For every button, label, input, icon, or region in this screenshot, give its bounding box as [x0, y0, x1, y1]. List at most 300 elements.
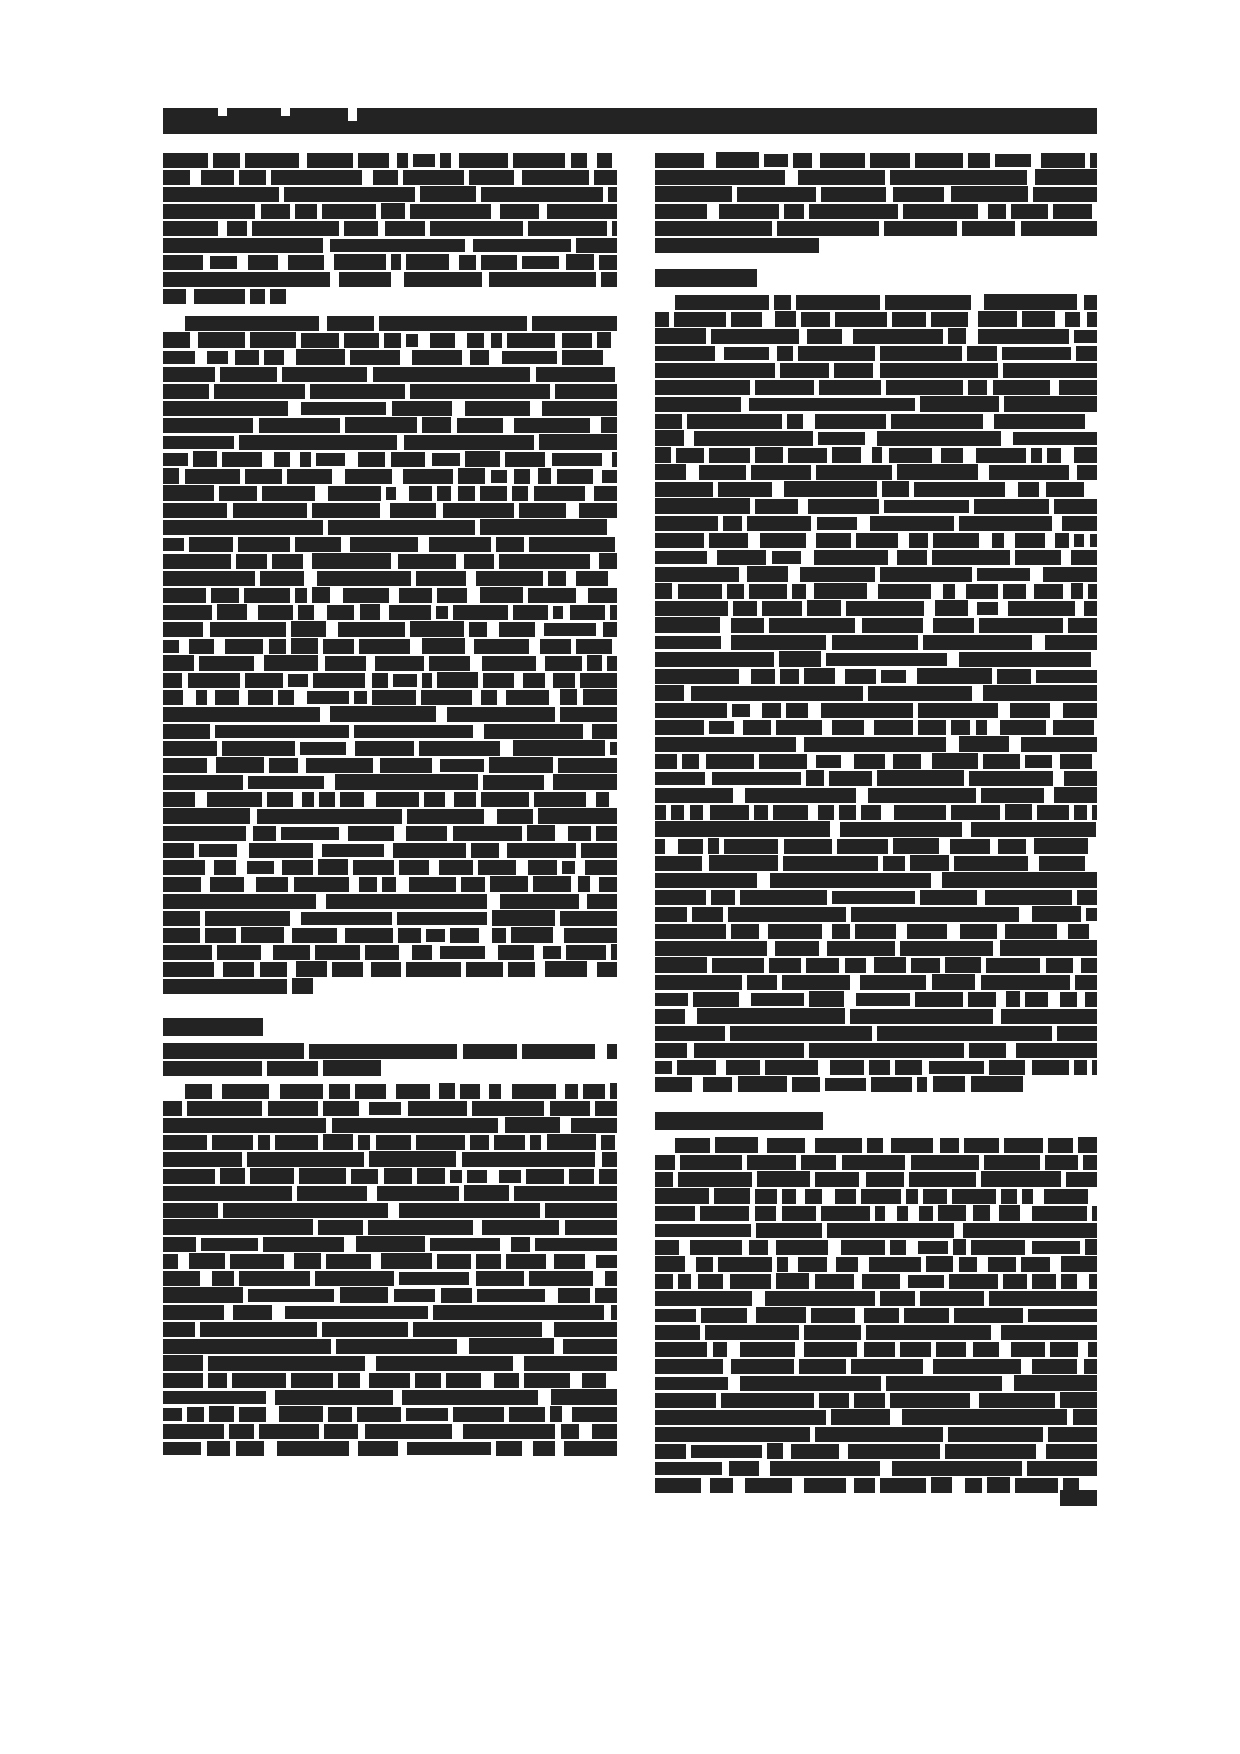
redacted-word: [1015, 533, 1045, 548]
redacted-text-line: [163, 1219, 617, 1236]
redacted-word: [469, 1338, 554, 1354]
redacted-word: [960, 924, 997, 939]
redacted-word: [699, 465, 746, 480]
redacted-text-line: [655, 1341, 1097, 1358]
redacted-word: [612, 452, 617, 467]
redacted-word: [474, 639, 529, 654]
redacted-text-line: [655, 651, 1097, 668]
redacted-word: [711, 890, 735, 905]
redacted-word: [576, 639, 612, 654]
redacted-word: [547, 204, 617, 219]
redacted-word: [533, 876, 571, 892]
redacted-text-line: [163, 723, 617, 740]
redacted-word: [1084, 601, 1097, 616]
redacted-text-line: [163, 672, 617, 689]
redacted-word: [815, 1172, 859, 1187]
redacted-word: [1081, 958, 1097, 973]
redacted-word: [163, 877, 201, 892]
redacted-word: [534, 486, 585, 501]
redacted-word: [738, 1076, 787, 1092]
redacted-text-line: [163, 1202, 617, 1219]
redacted-word: [315, 1271, 394, 1286]
redacted-word: [997, 669, 1031, 684]
redacted-word: [441, 1288, 472, 1303]
redacted-word: [507, 843, 576, 858]
redacted-word: [1085, 1239, 1097, 1255]
redacted-word: [571, 1118, 617, 1133]
redacted-word: [1065, 312, 1080, 327]
redacted-word: [610, 1083, 617, 1099]
redacted-word: [353, 860, 394, 875]
page-number-badge: [1060, 1490, 1097, 1506]
redacted-word: [923, 635, 1032, 650]
redacted-word: [412, 350, 462, 365]
redacted-word: [986, 958, 1040, 973]
redacted-word: [241, 927, 284, 943]
redacted-word: [676, 448, 704, 463]
redacted-word: [1048, 1138, 1073, 1153]
redacted-text-line: [163, 740, 617, 757]
redacted-word: [360, 604, 380, 620]
redacted-word: [217, 604, 247, 620]
redacted-word: [528, 860, 557, 875]
redacted-word: [743, 720, 771, 735]
redacted-word: [655, 805, 666, 820]
redacted-word: [1043, 567, 1097, 582]
redacted-word: [416, 1135, 465, 1150]
redacted-word: [245, 469, 282, 484]
redacted-text-line: [163, 774, 617, 791]
redacted-word: [762, 703, 781, 718]
redacted-word: [233, 1305, 272, 1320]
redacted-word: [163, 401, 288, 416]
redacted-word: [561, 1424, 579, 1439]
redacted-word: [608, 187, 617, 202]
redacted-word: [484, 724, 583, 739]
redacted-word: [809, 1043, 964, 1058]
redacted-text-line: [163, 1083, 617, 1100]
redacted-word: [407, 809, 484, 824]
redacted-word: [560, 707, 617, 722]
redacted-word: [336, 1339, 457, 1354]
redacted-word: [737, 187, 816, 202]
redacted-text-line: [163, 1423, 617, 1440]
redacted-word: [453, 826, 522, 841]
redacted-word: [295, 204, 317, 219]
redacted-word: [966, 584, 998, 599]
redacted-text-line: [163, 1185, 617, 1202]
redacted-text-line: [163, 689, 617, 706]
redacted-word: [981, 788, 1044, 803]
redacted-word: [777, 346, 793, 361]
redacted-word: [1031, 448, 1042, 463]
redacted-word: [919, 1206, 933, 1221]
redacted-word: [712, 958, 764, 973]
redacted-word: [973, 1342, 999, 1357]
redacted-word: [1086, 908, 1097, 921]
redacted-word: [354, 725, 473, 738]
redacted-word: [1075, 975, 1097, 990]
redacted-word: [976, 720, 987, 735]
redacted-word: [163, 690, 183, 705]
redacted-word: [548, 571, 566, 586]
redacted-word: [726, 1060, 760, 1075]
redacted-word: [867, 1138, 883, 1153]
redacted-text-line: [655, 736, 1097, 753]
redacted-word: [247, 861, 274, 874]
redacted-word: [655, 1325, 700, 1340]
redacted-word: [259, 1424, 319, 1439]
redacted-word: [938, 1205, 966, 1221]
redacted-word: [296, 349, 345, 365]
redacted-word: [453, 605, 508, 620]
redacted-word: [881, 670, 906, 683]
redacted-word: [463, 1044, 517, 1059]
redacted-word: [950, 839, 990, 854]
redacted-word: [462, 1152, 595, 1167]
redacted-text-line: [163, 237, 617, 254]
redacted-word: [386, 487, 396, 500]
redacted-word: [312, 587, 330, 603]
redacted-word: [782, 975, 850, 990]
redacted-word: [731, 1359, 794, 1374]
redacted-word: [655, 238, 819, 253]
redacted-word: [469, 170, 514, 185]
redacted-word: [406, 1408, 448, 1421]
redacted-word: [163, 468, 179, 484]
redacted-word: [307, 153, 353, 168]
redacted-word: [294, 1253, 321, 1269]
redacted-word: [655, 754, 677, 769]
redacted-text-line: [163, 451, 617, 468]
redacted-word: [581, 843, 617, 858]
redacted-word: [381, 203, 405, 219]
redacted-word: [245, 153, 299, 168]
redacted-word: [1092, 1060, 1097, 1075]
redacted-word: [163, 673, 182, 688]
redacted-word: [477, 1289, 545, 1302]
section-heading-bar: [655, 269, 757, 287]
redacted-word: [594, 170, 617, 185]
redacted-word: [655, 221, 772, 236]
redacted-word: [1032, 1274, 1056, 1289]
redacted-word: [392, 401, 452, 416]
redacted-word: [188, 673, 240, 688]
redacted-word: [931, 312, 968, 327]
redacted-word: [530, 1135, 541, 1150]
redacted-word: [163, 554, 231, 569]
redacted-word: [611, 944, 617, 960]
redacted-word: [776, 1273, 809, 1289]
redacted-word: [886, 1376, 1002, 1391]
redacted-word: [365, 1424, 452, 1439]
redacted-word: [791, 1444, 839, 1459]
redacted-word: [294, 877, 349, 892]
redacted-word: [230, 1254, 284, 1269]
redacted-word: [845, 669, 876, 684]
redacted-word: [239, 170, 266, 185]
redacted-word: [562, 861, 575, 874]
redacted-word: [655, 1009, 685, 1024]
redacted-word: [163, 622, 203, 637]
redacted-word: [655, 839, 665, 854]
redacted-text-line: [655, 430, 1097, 447]
redacted-word: [713, 1342, 727, 1357]
redacted-word: [163, 758, 207, 773]
redacted-word: [880, 363, 998, 378]
redacted-word: [655, 856, 702, 871]
redacted-word: [292, 928, 337, 943]
redacted-word: [920, 890, 977, 905]
redacted-word: [804, 1342, 857, 1357]
redacted-word: [576, 571, 608, 586]
redacted-word: [553, 606, 563, 619]
redacted-word: [655, 941, 767, 956]
redacted-word: [811, 1308, 855, 1323]
redacted-word: [459, 255, 476, 270]
redacted-word: [816, 755, 841, 768]
redacted-word: [780, 669, 799, 684]
redacted-word: [870, 153, 910, 168]
redacted-word: [700, 1206, 749, 1221]
redacted-word: [356, 1236, 425, 1252]
redacted-word: [782, 1189, 796, 1204]
redacted-text-line: [655, 294, 1097, 311]
redacted-word: [429, 537, 491, 552]
redacted-word: [774, 295, 791, 310]
redacted-word: [979, 618, 1063, 633]
redacted-word: [322, 204, 376, 219]
redacted-word: [777, 221, 879, 236]
redacted-word: [602, 470, 617, 483]
redacted-word: [406, 254, 449, 270]
redacted-word: [655, 186, 732, 202]
redacted-text-line: [655, 1358, 1097, 1375]
redacted-word: [601, 417, 617, 433]
redacted-word: [929, 1061, 984, 1074]
redacted-word: [459, 153, 508, 168]
redacted-word: [508, 962, 535, 977]
redacted-word: [404, 435, 534, 450]
redacted-word: [403, 469, 453, 484]
redacted-word: [357, 1407, 401, 1422]
redacted-text-line: [163, 638, 617, 655]
redacted-word: [163, 1271, 200, 1286]
redacted-word: [851, 907, 1019, 922]
redacted-word: [856, 533, 898, 548]
redacted-word: [709, 721, 734, 734]
redacted-word: [971, 1240, 1025, 1255]
redacted-word: [369, 1373, 410, 1388]
redacted-word: [440, 946, 485, 959]
redacted-word: [499, 554, 590, 569]
redacted-word: [607, 1044, 617, 1059]
redacted-word: [1003, 1274, 1027, 1289]
redacted-word: [1032, 1241, 1080, 1254]
redacted-word: [985, 890, 1072, 905]
redacted-word: [953, 1239, 966, 1255]
redacted-word: [866, 1172, 904, 1187]
redacted-text-line: [655, 821, 1097, 838]
redacted-paragraph: [163, 315, 617, 995]
redacted-text-line: [163, 1287, 617, 1304]
redacted-word: [524, 1373, 570, 1388]
redacted-word: [1066, 1172, 1097, 1187]
redacted-text-line: [163, 400, 617, 417]
paragraph-spacer: [655, 254, 1097, 268]
redacted-word: [796, 295, 880, 310]
redacted-word: [222, 741, 295, 756]
redacted-word: [994, 414, 1085, 429]
redacted-word: [675, 295, 769, 310]
redacted-word: [323, 1134, 353, 1150]
redacted-word: [307, 691, 349, 704]
redacted-word: [480, 519, 607, 535]
redacted-word: [562, 350, 603, 365]
redacted-word: [424, 792, 445, 807]
redacted-word: [458, 468, 485, 484]
redacted-word: [1041, 153, 1085, 168]
redacted-text-line: [655, 838, 1097, 855]
redacted-text-line: [163, 1151, 617, 1168]
redacted-word: [850, 1009, 993, 1024]
redacted-word: [882, 481, 909, 497]
redacted-word: [1014, 1375, 1097, 1391]
redacted-word: [1074, 534, 1084, 547]
redacted-word: [513, 605, 548, 620]
redacted-text-line: [655, 1290, 1097, 1307]
redacted-word: [545, 1203, 617, 1218]
redacted-word: [560, 911, 617, 926]
redacted-word: [724, 347, 769, 360]
redacted-word: [225, 639, 263, 654]
redacted-text-line: [163, 1440, 617, 1457]
redacted-word: [917, 668, 992, 684]
redacted-word: [278, 690, 294, 705]
redacted-text-line: [655, 634, 1097, 651]
redacted-word: [1044, 1189, 1088, 1204]
redacted-word: [976, 448, 1026, 463]
redacted-word: [1074, 330, 1097, 343]
redacted-word: [300, 742, 346, 755]
redacted-word: [892, 1461, 1022, 1476]
redacted-word: [500, 204, 539, 219]
title-bar-notch: [218, 108, 227, 116]
redacted-word: [369, 1151, 456, 1167]
redacted-word: [655, 907, 687, 922]
redacted-word: [433, 1305, 604, 1320]
redacted-word: [413, 154, 435, 167]
redacted-text-line: [163, 791, 617, 808]
redacted-word: [897, 464, 978, 480]
redacted-word: [718, 482, 772, 497]
redacted-text-line: [163, 383, 617, 400]
redacted-text-line: [655, 583, 1097, 600]
redacted-word: [163, 775, 243, 790]
redacted-word: [968, 992, 996, 1007]
redacted-word: [513, 740, 605, 756]
redacted-word: [952, 1189, 996, 1204]
redacted-text-line: [655, 1273, 1097, 1290]
redacted-word: [330, 239, 465, 252]
redacted-word: [350, 350, 400, 365]
redacted-word: [1032, 906, 1081, 922]
redacted-word: [1021, 737, 1097, 752]
redacted-word: [964, 1138, 999, 1153]
redacted-text-line: [163, 910, 617, 927]
redacted-word: [275, 1135, 318, 1150]
redacted-word: [469, 622, 487, 637]
redacted-word: [578, 876, 590, 892]
redacted-word: [1005, 924, 1057, 939]
redacted-word: [323, 1060, 381, 1076]
redacted-word: [765, 1060, 818, 1075]
redacted-word: [1074, 805, 1087, 820]
redacted-word: [376, 1356, 513, 1371]
redacted-word: [936, 1342, 966, 1357]
redacted-word: [780, 363, 829, 378]
redacted-word: [271, 170, 362, 185]
redacted-word: [755, 1206, 776, 1221]
redacted-word: [410, 204, 491, 219]
redacted-word: [490, 876, 528, 892]
redacted-word: [298, 605, 314, 620]
redacted-word: [655, 636, 721, 649]
redacted-word: [384, 1168, 412, 1184]
redacted-word: [466, 962, 503, 977]
redacted-word: [1001, 1189, 1017, 1204]
redacted-word: [210, 256, 237, 269]
redacted-word: [233, 503, 307, 518]
redacted-word: [506, 690, 549, 705]
redacted-word: [301, 333, 339, 348]
redacted-text-line: [655, 1137, 1097, 1154]
redacted-word: [322, 844, 384, 857]
redacted-word: [285, 1306, 428, 1319]
redacted-paragraph: [163, 152, 617, 305]
redacted-word: [655, 703, 727, 718]
redacted-word: [595, 1101, 617, 1116]
section-heading: [163, 1017, 617, 1037]
redacted-word: [747, 566, 788, 582]
redacted-word: [163, 640, 179, 653]
redacted-word: [1032, 1206, 1087, 1221]
redacted-text-line: [655, 379, 1097, 396]
redacted-word: [1074, 447, 1097, 463]
redacted-word: [457, 418, 503, 433]
redacted-word: [782, 1206, 816, 1221]
redacted-word: [207, 1441, 230, 1456]
redacted-word: [399, 1272, 469, 1285]
redacted-text-line: [163, 1338, 617, 1355]
section-heading: [655, 268, 1097, 288]
redacted-word: [480, 587, 523, 603]
redacted-word: [595, 1288, 617, 1303]
redacted-word: [317, 571, 411, 586]
redacted-word: [163, 1408, 182, 1421]
redacted-text-line: [655, 872, 1097, 889]
redacted-word: [262, 486, 315, 501]
redacted-word: [1011, 1342, 1045, 1357]
redacted-word: [1078, 1137, 1097, 1153]
redacted-word: [870, 516, 954, 531]
redacted-word: [765, 1291, 875, 1306]
redacted-word: [163, 792, 195, 807]
redacted-word: [655, 1240, 679, 1255]
redacted-word: [550, 1101, 590, 1116]
redacted-word: [473, 239, 571, 252]
redacted-word: [505, 1117, 560, 1133]
